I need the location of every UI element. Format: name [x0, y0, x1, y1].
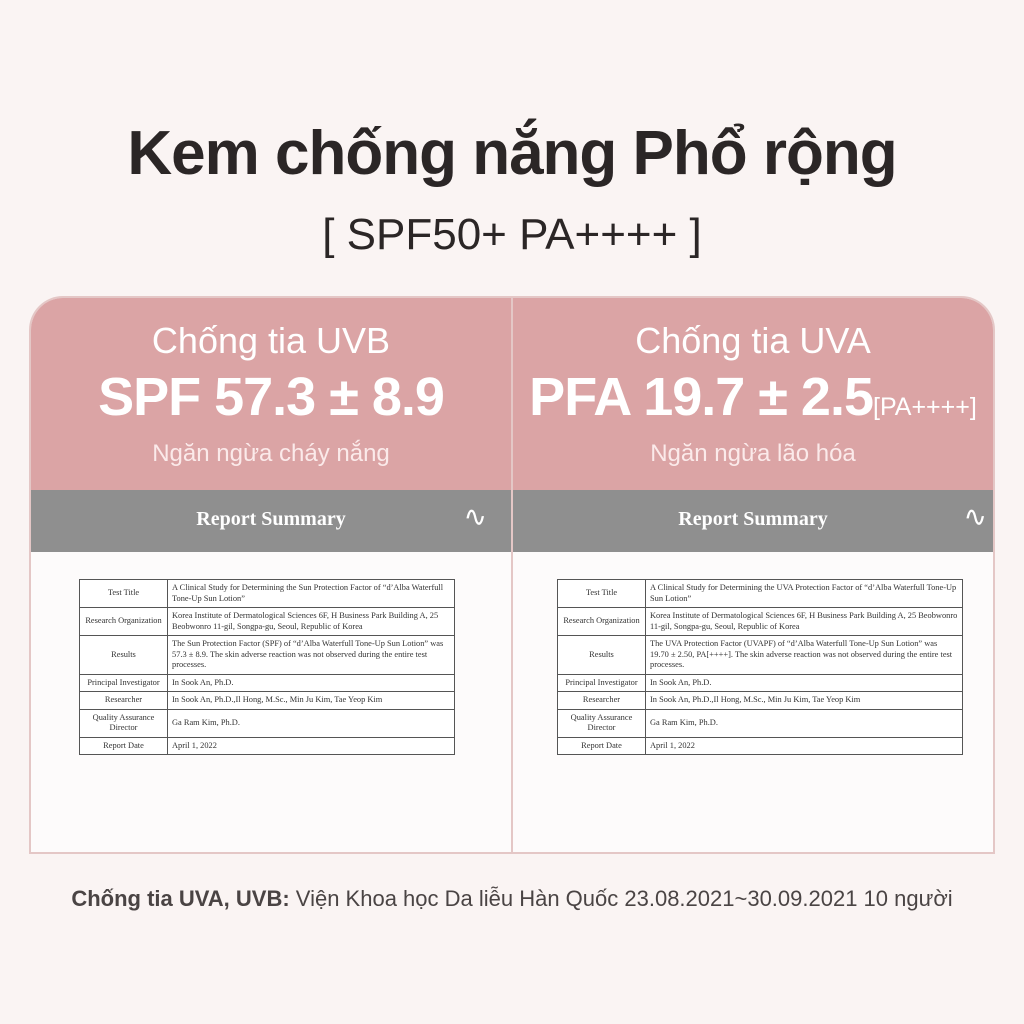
uva-report-title: Report Summary	[678, 508, 828, 530]
pa-rating: [PA++++]	[873, 393, 977, 421]
row-key: Principal Investigator	[80, 674, 168, 692]
dalba-logo-icon: ∿	[463, 500, 487, 533]
row-value: The UVA Protection Factor (UVAPF) of “d’Alba Waterfull Tone-Up Sun Lotion” was 19.70 ± 2.50, PA[++++]. The skin adverse reaction was not observed during the entire test processes.	[646, 636, 963, 675]
table-row	[558, 608, 963, 636]
pfa-value	[513, 366, 993, 428]
row-key: Test Title	[558, 580, 646, 608]
table-row	[558, 636, 963, 675]
footer-text: Viện Khoa học Da liễu Hàn Quốc 23.08.2021~30.09.2021 10 người	[289, 886, 953, 911]
uva-heading: Chống tia UVA	[635, 320, 871, 361]
uvb-panel	[29, 296, 512, 854]
page-title: Kem chống nắng Phổ rộng	[127, 119, 897, 188]
row-value: Ga Ram Kim, Ph.D.	[168, 709, 455, 737]
table-row	[80, 580, 455, 608]
row-value: The Sun Protection Factor (SPF) of “d’Alba Waterfull Tone-Up Sun Lotion” was 57.3 ± 8.9. The skin adverse reaction was not observed during the entire test processes.	[168, 636, 455, 675]
table-row	[80, 737, 455, 755]
uvb-heading: Chống tia UVB	[151, 320, 391, 361]
row-key: Report Date	[80, 737, 168, 755]
footer-note	[0, 886, 1024, 912]
table-row	[80, 692, 455, 710]
row-key: Results	[80, 636, 168, 675]
uva-description: Ngăn ngừa lão hóa	[650, 440, 856, 467]
table-row	[558, 674, 963, 692]
row-key: Research Organization	[558, 608, 646, 636]
spf-value-text: SPF 57.3 ± 8.9	[98, 367, 444, 427]
uva-header	[513, 298, 993, 490]
footer-bold: Chống tia UVA, UVB:	[71, 886, 290, 911]
table-row	[80, 608, 455, 636]
uvb-header	[31, 298, 511, 490]
panels-container	[29, 296, 995, 854]
table-row	[558, 737, 963, 755]
row-key: Quality Assurance Director	[80, 709, 168, 737]
table-row	[80, 636, 455, 675]
row-key: Report Date	[558, 737, 646, 755]
row-value: In Sook An, Ph.D.,Il Hong, M.Sc., Min Ju Kim, Tae Yeop Kim	[646, 692, 963, 710]
pfa-value-text: PFA 19.7 ± 2.5	[529, 367, 874, 427]
table-row	[80, 674, 455, 692]
table-row	[558, 692, 963, 710]
row-value: Korea Institute of Dermatological Sciences 6F, H Business Park Building A, 25 Beobwonro 11-gil, Songpa-gu, Seoul, Republic of Korea	[646, 608, 963, 636]
row-value: Ga Ram Kim, Ph.D.	[646, 709, 963, 737]
row-key: Researcher	[558, 692, 646, 710]
row-value: In Sook An, Ph.D.,Il Hong, M.Sc., Min Ju Kim, Tae Yeop Kim	[168, 692, 455, 710]
row-key: Principal Investigator	[558, 674, 646, 692]
row-value: April 1, 2022	[646, 737, 963, 755]
row-key: Results	[558, 636, 646, 675]
table-row	[558, 580, 963, 608]
row-key: Test Title	[80, 580, 168, 608]
uvb-report-table	[79, 579, 455, 755]
uva-report-bar	[513, 490, 993, 552]
row-key: Research Organization	[80, 608, 168, 636]
row-value: In Sook An, Ph.D.	[168, 674, 455, 692]
table-row	[558, 709, 963, 737]
row-value: Korea Institute of Dermatological Sciences 6F, H Business Park Building A, 25 Beobwonro 11-gil, Songpa-gu, Seoul, Republic of Korea	[168, 608, 455, 636]
table-row	[80, 709, 455, 737]
row-value: A Clinical Study for Determining the UVA Protection Factor of “d’Alba Waterfull Tone-Up Sun Lotion”	[646, 580, 963, 608]
row-value: In Sook An, Ph.D.	[646, 674, 963, 692]
spf-value	[31, 366, 511, 428]
row-value: April 1, 2022	[168, 737, 455, 755]
dalba-logo-icon: ∿	[963, 500, 987, 533]
page-subtitle: [ SPF50+ PA++++ ]	[322, 210, 702, 259]
row-key: Quality Assurance Director	[558, 709, 646, 737]
row-value: A Clinical Study for Determining the Sun Protection Factor of “d’Alba Waterfull Tone-Up Sun Lotion”	[168, 580, 455, 608]
uvb-report-title: Report Summary	[196, 508, 346, 530]
uva-panel	[512, 296, 995, 854]
uvb-description: Ngăn ngừa cháy nắng	[152, 440, 390, 467]
uva-report-table	[557, 579, 963, 755]
row-key: Researcher	[80, 692, 168, 710]
uvb-report-bar	[31, 490, 511, 552]
